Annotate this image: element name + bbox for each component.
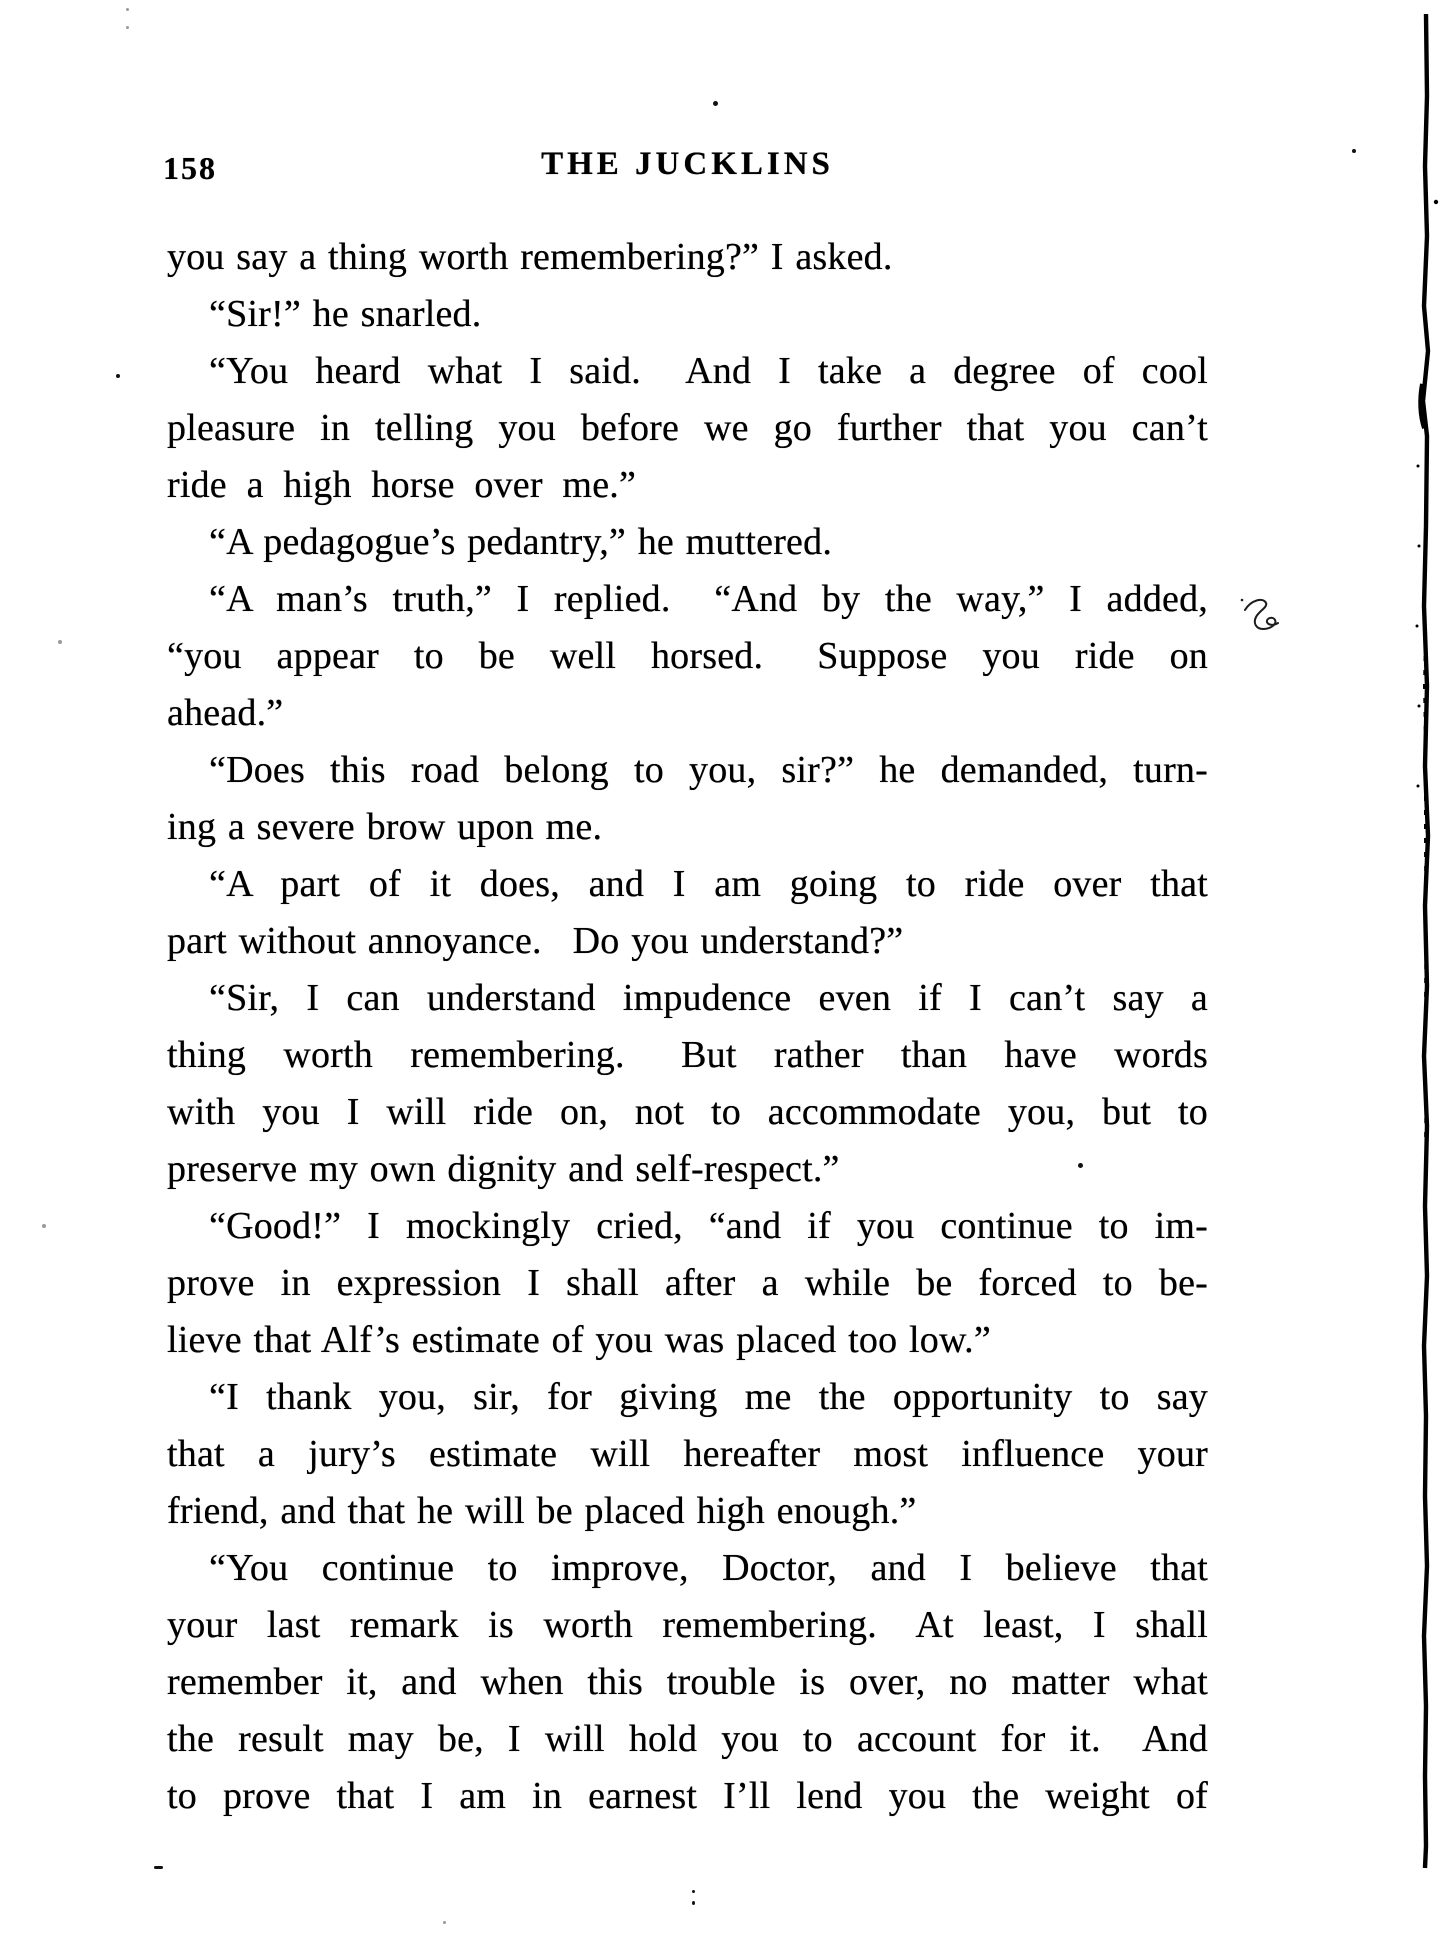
scan-speck [58, 640, 62, 644]
scan-speck [443, 1921, 446, 1924]
scan-speck [126, 8, 129, 11]
text-line: that a jury’s estimate will hereafter most influence your [167, 1433, 1208, 1475]
scan-speck [154, 1866, 163, 1869]
text-line: prove in expression I shall after a while be forced to be- [167, 1262, 1208, 1304]
page-edge-scan-line [1414, 6, 1444, 1896]
running-title: THE JUCKLINS [541, 146, 834, 182]
text-line: “I thank you, sir, for giving me the opportunity to say [209, 1376, 1208, 1418]
text-line: preserve my own dignity and self-respect.” [167, 1148, 840, 1190]
scan-speck [1352, 149, 1356, 153]
text-line: “Sir, I can understand impudence even if I can’t say a [209, 977, 1208, 1019]
text-line: your last remark is worth remembering. At least, I shall [167, 1604, 1208, 1646]
text-line: remember it, and when this trouble is over, no matter what [167, 1661, 1208, 1703]
text-line: thing worth remembering. But rather than have words [167, 1034, 1208, 1076]
text-line: “You heard what I said. And I take a degree of cool [209, 350, 1208, 392]
scan-speck [42, 1224, 46, 1228]
text-line: “You continue to improve, Doctor, and I believe that [209, 1547, 1208, 1589]
text-line: to prove that I am in earnest I’ll lend you the weight of [167, 1775, 1208, 1817]
text-line: lieve that Alf’s estimate of you was placed too low.” [167, 1319, 991, 1361]
scan-speck [713, 101, 718, 106]
text-line: ride a high horse over me.” [167, 464, 637, 506]
text-line: “A part of it does, and I am going to ride over that [209, 863, 1208, 905]
scan-speck [692, 1890, 695, 1893]
text-line: friend, and that he will be placed high enough.” [167, 1490, 917, 1532]
text-line: “Does this road belong to you, sir?” he demanded, turn- [209, 749, 1208, 791]
text-line: ing a severe brow upon me. [167, 806, 603, 848]
page-number: 158 [163, 150, 217, 186]
text-line: the result may be, I will hold you to account for it. And [167, 1718, 1208, 1760]
scan-speck [1078, 1163, 1083, 1168]
text-line: part without annoyance. Do you understand?” [167, 920, 904, 962]
scan-speck [692, 1901, 695, 1905]
text-line: you say a thing worth remembering?” I asked. [167, 236, 893, 278]
text-line: “Good!” I mockingly cried, “and if you continue to im- [209, 1205, 1208, 1247]
scan-speck [116, 374, 120, 378]
text-line: “A pedagogue’s pedantry,” he muttered. [209, 521, 833, 563]
scan-speck [126, 26, 129, 29]
text-line: “you appear to be well horsed. Suppose you ride on [167, 635, 1208, 677]
page-text [167, 229, 1208, 1825]
pencil-squiggle-mark [1238, 592, 1294, 640]
text-line: “Sir!” he snarled. [209, 293, 482, 335]
text-line: pleasure in telling you before we go further that you can’t [167, 407, 1208, 449]
text-line: with you I will ride on, not to accommodate you, but to [167, 1091, 1208, 1133]
text-line: “A man’s truth,” I replied. “And by the way,” I added, [209, 578, 1208, 620]
text-line: ahead.” [167, 692, 284, 734]
